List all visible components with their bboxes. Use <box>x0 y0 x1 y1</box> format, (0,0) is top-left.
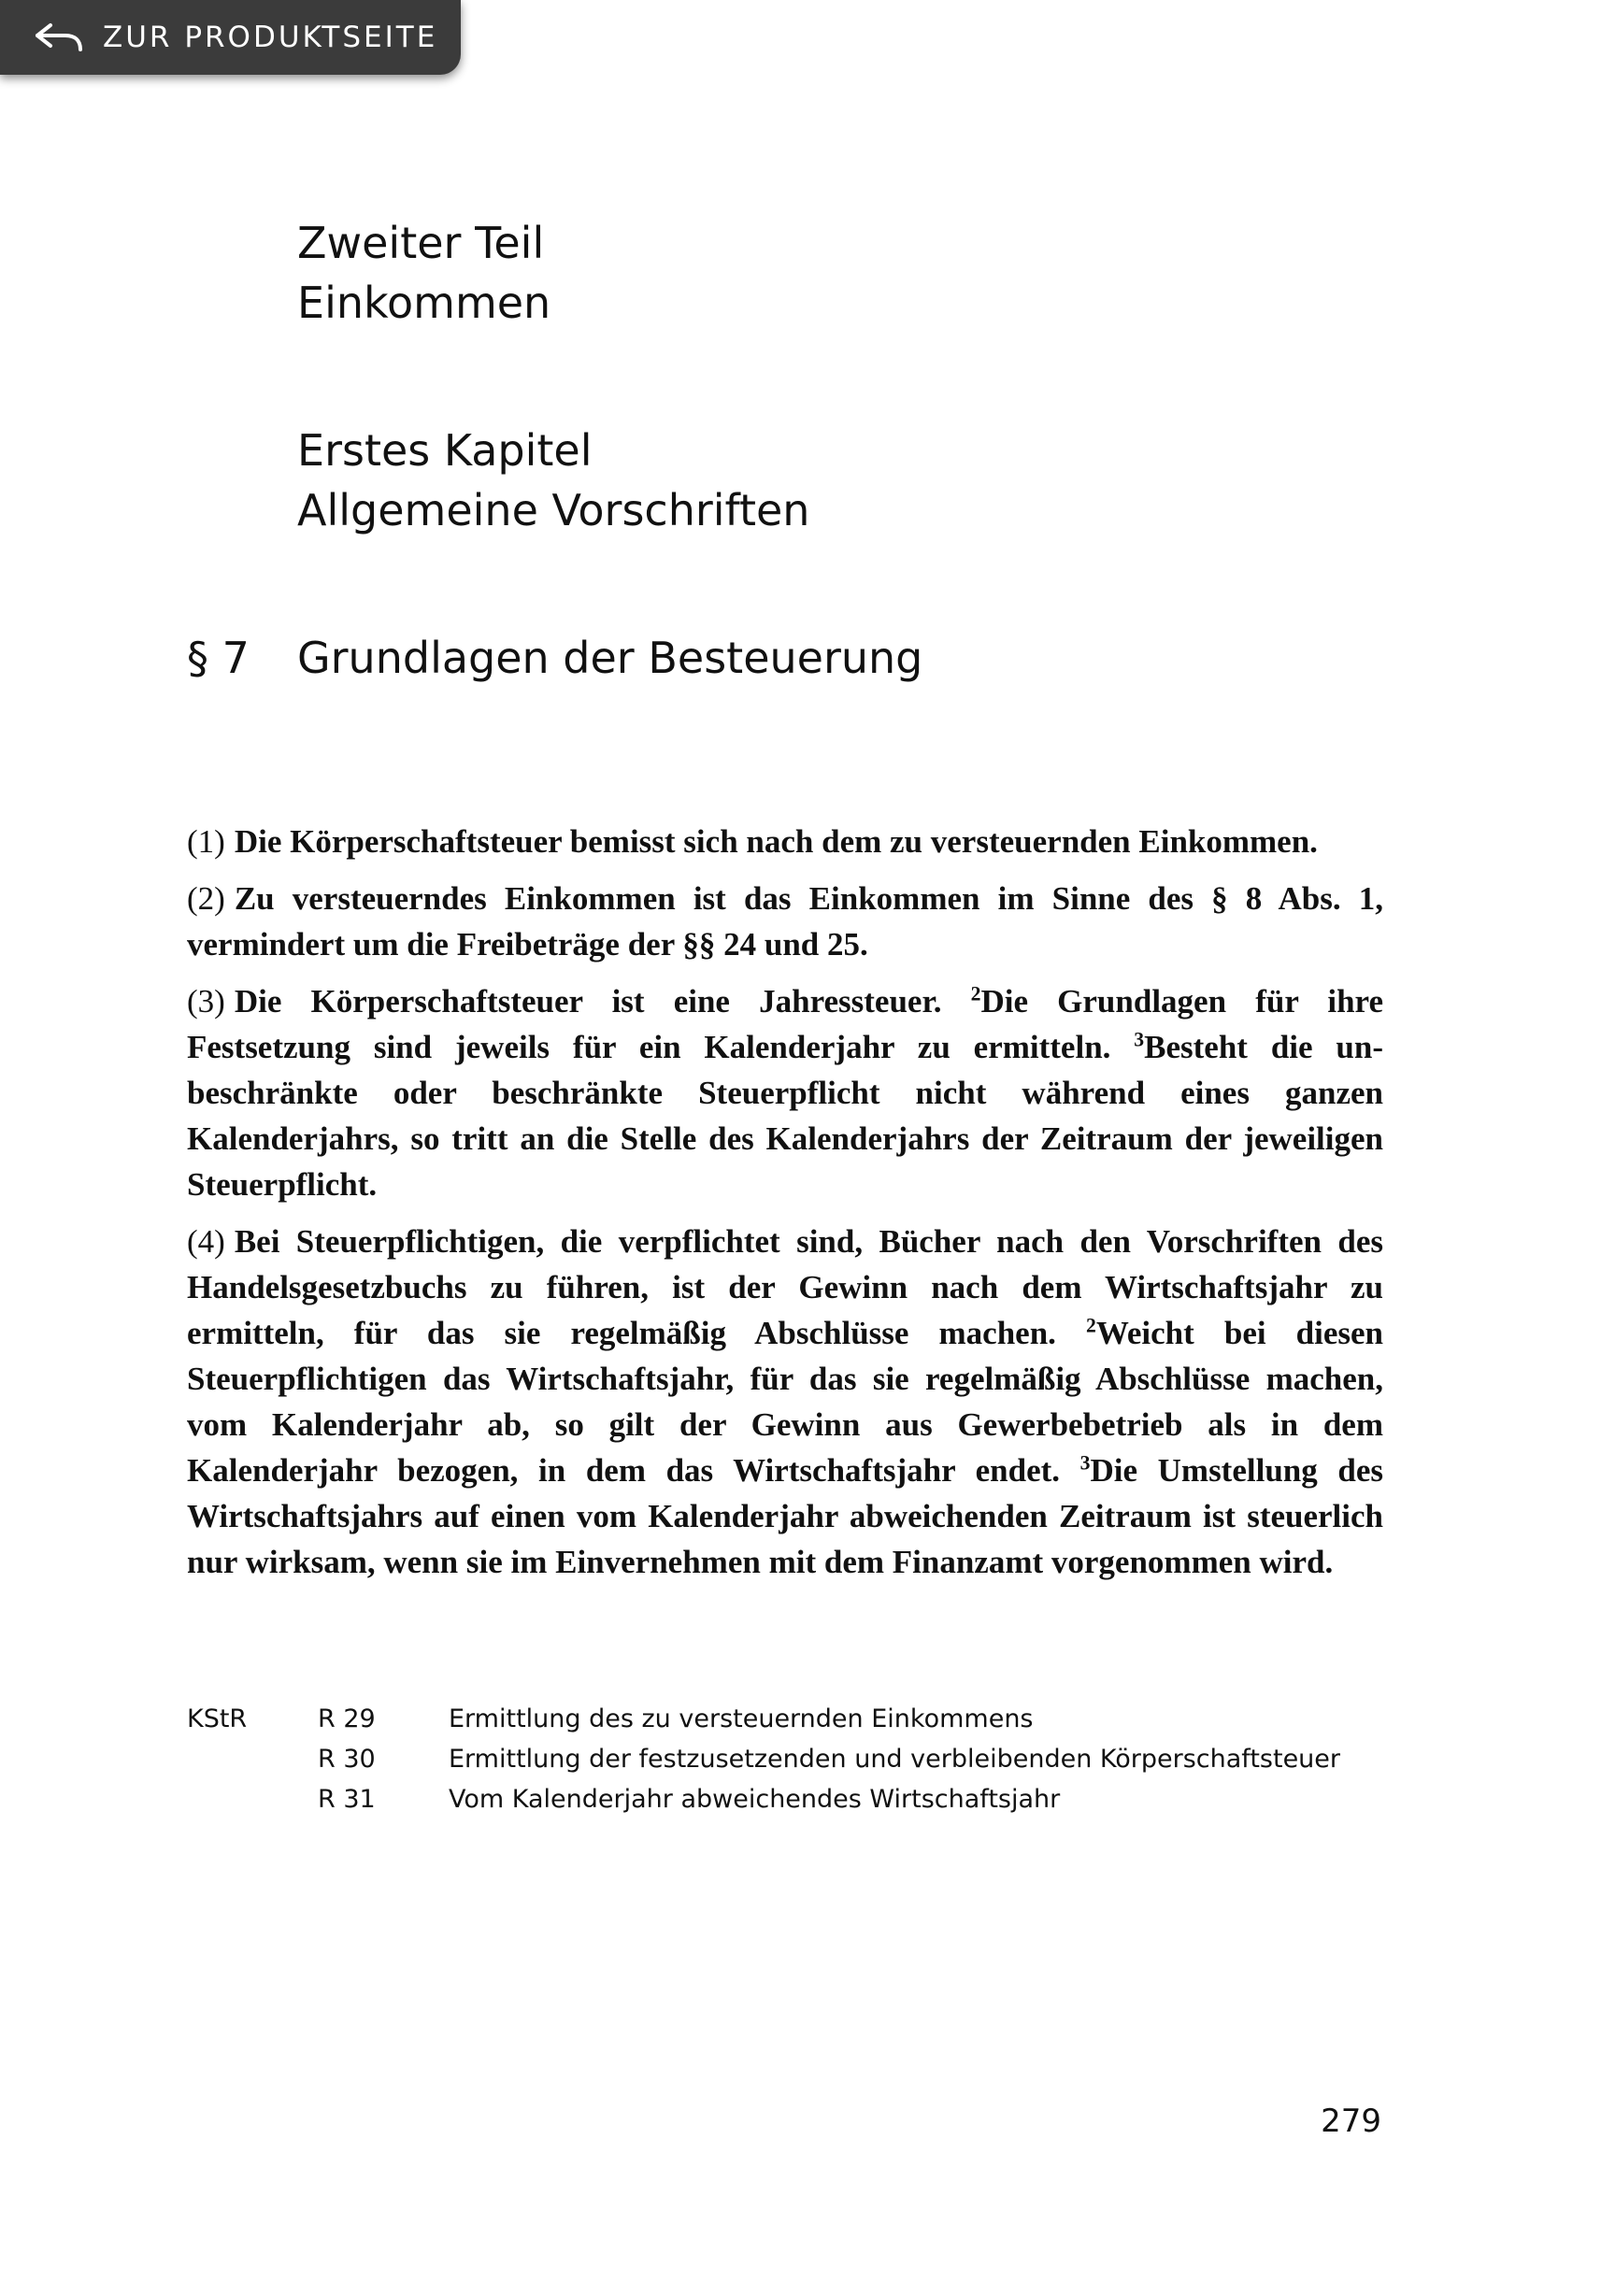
back-to-product-button[interactable] <box>0 0 461 75</box>
reference-title: Ermittlung der festzusetzenden und verbleibenden Körperschaftsteuer <box>449 1745 1341 1774</box>
back-button-label: ZUR PRODUKTSEITE <box>103 21 438 54</box>
paragraph-text: Die Körperschaftsteuer bemisst sich nach dem zu versteuernden Einkommen. <box>234 823 1318 860</box>
reference-code: R 31 <box>318 1785 376 1814</box>
paragraph-text: Zu versteuerndes Einkommen ist das Einkommen im Sinne des § 8 Abs. 1, vermindert um die Freibeträge der §§ 24 und 25. <box>187 880 1383 963</box>
sentence-3: Die Umstellung des Wirtschaftsjahrs auf einen vom Kalenderjahr abweichenden Zeitraum ist steuerlich nur wirksam, wenn sie im Einvernehmen mit dem Finanzamt vorgenommen wird. <box>187 1452 1383 1580</box>
reference-code: R 30 <box>318 1745 376 1774</box>
reference-row <box>187 1739 1340 1779</box>
reference-title: Vom Kalenderjahr abweichendes Wirtschaftsjahr <box>449 1785 1061 1814</box>
chapter-heading <box>297 421 809 540</box>
paragraph-2 <box>187 876 1383 967</box>
paragraph-number: (4) <box>187 1223 225 1260</box>
part-heading <box>297 213 550 333</box>
paragraph-4 <box>187 1219 1383 1585</box>
section-title: Grundlagen der Besteuerung <box>297 633 923 683</box>
reference-source: KStR <box>187 1704 248 1733</box>
sentence-marker: 3 <box>1134 1028 1145 1051</box>
sentence-3: Besteht die unbeschränkte oder beschränkte Steuerpflicht nicht während eines ganzen Kalenderjahrs, so tritt an die Stelle des Kalenderjahrs der Zeitraum der jeweiligen Steuerpflicht. <box>187 1029 1384 1203</box>
sentence-1: Bei Steuerpflichtigen, die verpflichtet sind, Bücher nach den Vorschriften des Handelsgesetzbuchs zu führen, ist der Gewinn nach dem Wirtschaftsjahr zu ermitteln, für das sie regelmäßig Abschlüsse machen. <box>187 1223 1383 1351</box>
sentence-1: Die Körperschaftsteuer ist eine Jahressteuer. <box>234 983 971 1020</box>
chapter-heading-line1: Erstes Kapitel <box>297 425 593 476</box>
paragraph-number: (2) <box>187 880 225 917</box>
section-number: § 7 <box>187 633 250 683</box>
reference-title: Ermittlung des zu versteuernden Einkommens <box>449 1704 1034 1733</box>
chapter-heading-line2: Allgemeine Vorschriften <box>297 485 810 535</box>
sentence-2: Die Grundlagen für ihre Festsetzung sind jeweils für ein Kalenderjahr zu ermitteln. <box>187 983 1383 1065</box>
paragraph-3 <box>187 978 1383 1207</box>
page-number: 279 <box>1321 2103 1381 2140</box>
section-body <box>187 819 1383 1596</box>
sentence-marker: 2 <box>1085 1314 1096 1337</box>
sentence-2: Weicht bei diesen Steuerpflichtigen das Wirtschaftsjahr, für das sie regelmäßig Abschlüsse machen, vom Kalenderjahr ab, so gilt der Gewinn aus Gewerbebetrieb als in dem Kalenderjahr bezogen, in dem das Wirtschaftsjahr endet. <box>187 1315 1383 1489</box>
reference-code: R 29 <box>318 1704 376 1733</box>
reference-row <box>187 1779 1340 1819</box>
sentence-marker: 2 <box>970 982 981 1005</box>
references-list <box>187 1699 1340 1819</box>
part-heading-line1: Zweiter Teil <box>297 218 545 268</box>
paragraph-number: (3) <box>187 983 225 1020</box>
part-heading-line2: Einkommen <box>297 278 551 328</box>
sentence-marker: 3 <box>1079 1451 1091 1475</box>
reference-row <box>187 1699 1340 1739</box>
back-arrow-icon <box>32 21 86 53</box>
paragraph-number: (1) <box>187 823 225 860</box>
paragraph-1 <box>187 819 1383 864</box>
